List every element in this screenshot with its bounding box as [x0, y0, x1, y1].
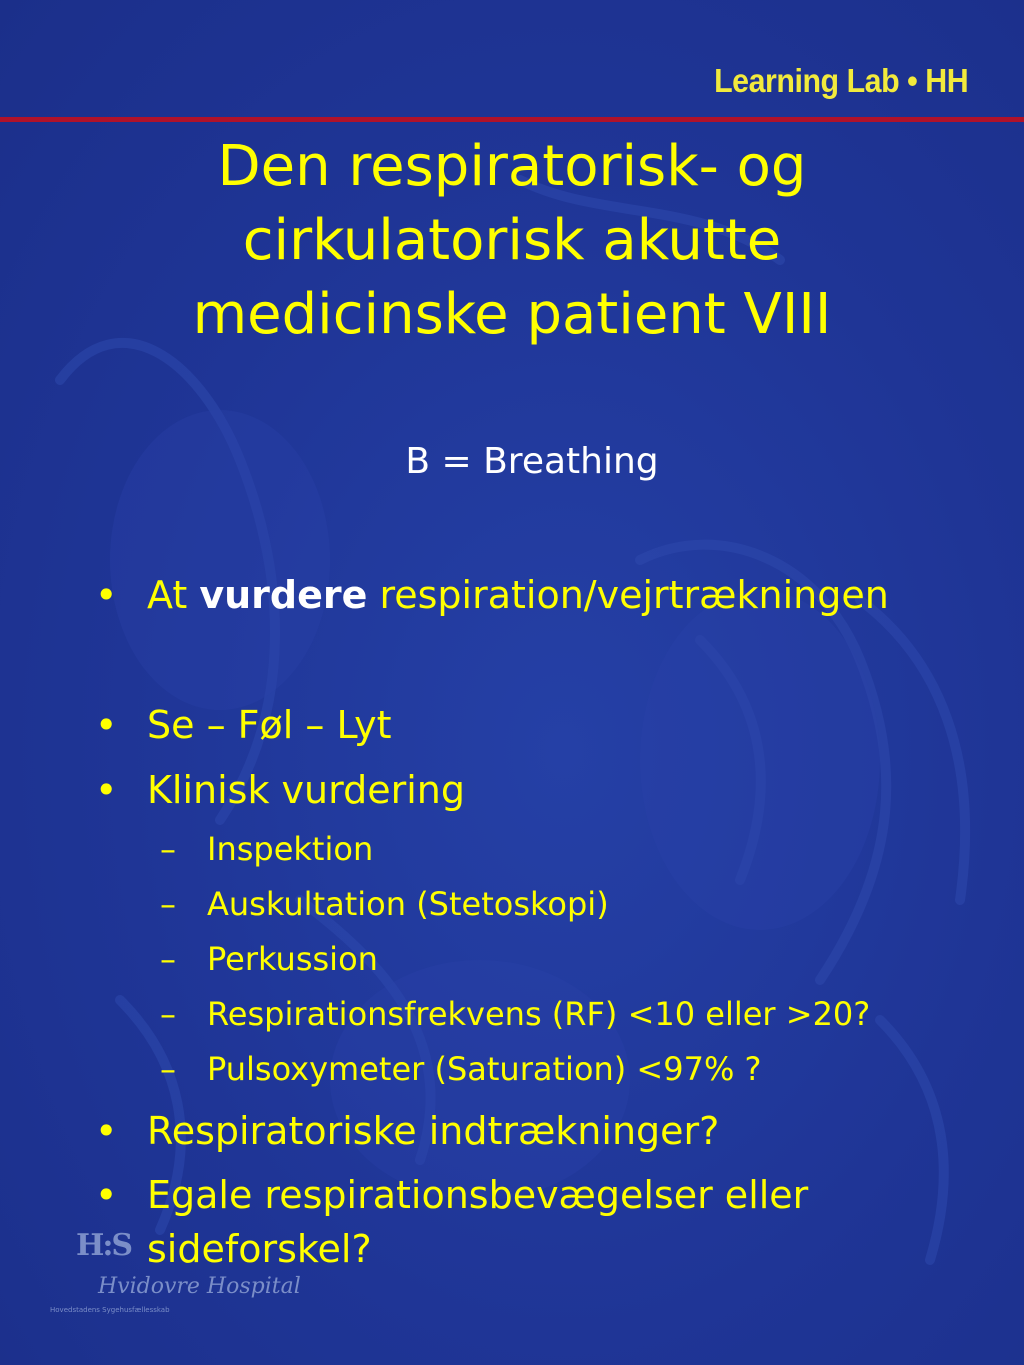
title-line: Den respiratorisk- og — [217, 134, 807, 199]
brand-label: Learning Lab • HH — [713, 62, 968, 99]
bullet-prefix: At — [147, 573, 200, 617]
sub-item-text: Auskultation (Stetoskopi) — [207, 885, 609, 923]
dash-symbol: – — [160, 995, 176, 1033]
header-divider — [0, 117, 1024, 122]
bullet-symbol: • — [95, 1173, 118, 1217]
sub-item-text: Pulsoxymeter (Saturation) <97% ? — [207, 1050, 762, 1088]
bullet-text — [147, 568, 889, 622]
hospital-logo — [48, 1228, 301, 1328]
bullet-text: Egale respirationsbevægelser eller sideforskel? — [147, 1173, 809, 1271]
slide-title — [60, 130, 964, 352]
bullet-symbol: • — [95, 768, 118, 812]
dash-symbol: – — [160, 1050, 176, 1088]
sub-item-text: Respirationsfrekvens (RF) <10 eller >20? — [207, 995, 871, 1033]
bullet-text: Respiratoriske indtrækninger? — [147, 1109, 720, 1153]
bullet-symbol: • — [95, 703, 118, 747]
bullet-text: Klinisk vurdering — [147, 768, 465, 812]
dash-symbol: – — [160, 830, 176, 868]
bullet-symbol: • — [95, 1109, 118, 1153]
title-line: cirkulatorisk akutte — [242, 208, 782, 273]
bullet-emphasis: vurdere — [199, 573, 368, 617]
logo-name: Hvidovre Hospital — [98, 1274, 301, 1299]
sub-item-text: Perkussion — [207, 940, 378, 978]
logo-mark: H:S — [76, 1228, 132, 1263]
sub-item-text: Inspektion — [207, 830, 374, 868]
title-line: medicinske patient VIII — [192, 282, 832, 347]
dash-symbol: – — [160, 885, 176, 923]
bullet-symbol: • — [95, 573, 118, 617]
bullet-suffix: respiration/vejrtrækningen — [367, 573, 889, 617]
logo-org: Hovedstadens Sygehusfællesskab — [50, 1306, 170, 1314]
bullet-text: Se – Føl – Lyt — [147, 703, 392, 747]
dash-symbol: – — [160, 940, 176, 978]
slide-subtitle: B = Breathing — [405, 441, 659, 482]
